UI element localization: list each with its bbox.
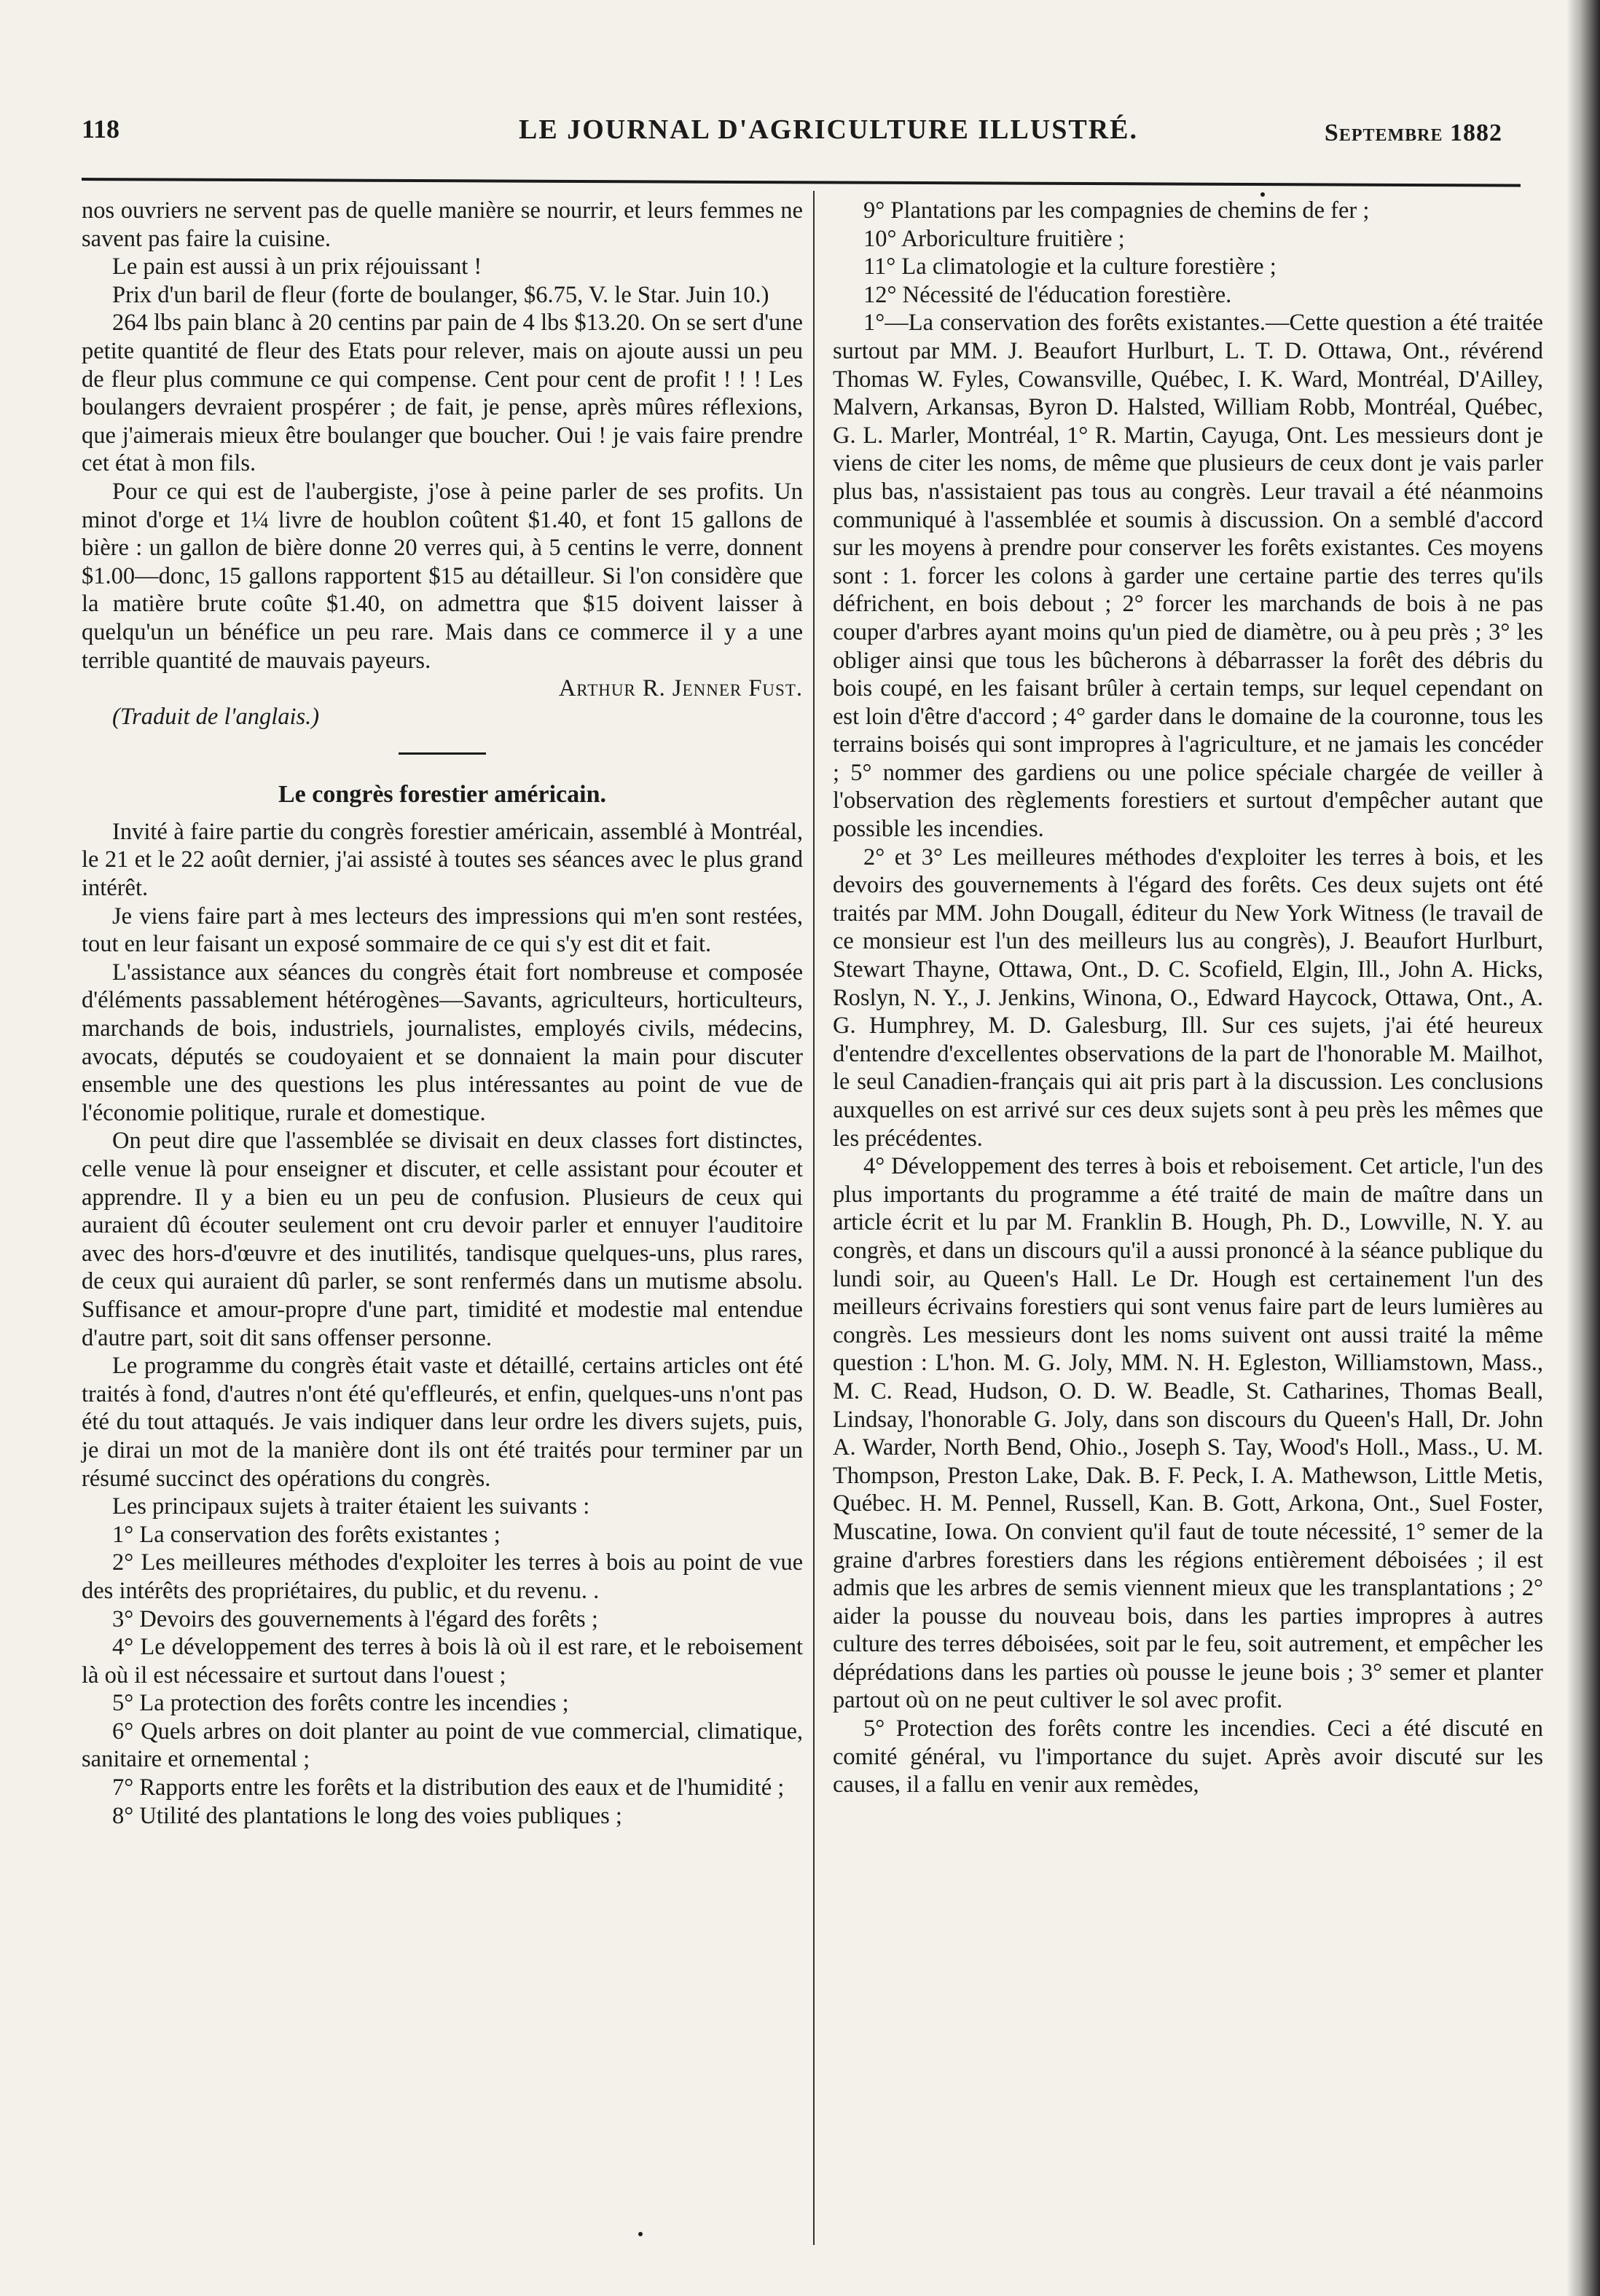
translation-note: (Traduit de l'anglais.) bbox=[112, 703, 320, 730]
list-item: 2° Les meilleures méthodes d'exploiter les terres à bois au point de vue des intérêts des propriétaires, du public, et du revenu. . bbox=[82, 1549, 803, 1604]
paragraph: nos ouvriers ne servent pas de quelle manière se nourrir, et leurs femmes ne savent pas faire la cuisine. bbox=[82, 197, 803, 252]
printer-dot bbox=[1260, 192, 1265, 197]
paragraph: 4° Développement des terres à bois et reboisement. Cet article, l'un des plus importants du programme a été traité de main de maître dans un article écrit et lu par M. Franklin B. Hough, Ph. D., Lowville, N. Y. au congrès, et dans un discours qu'il a aussi prononcé à la séance publique du lundi soir, au Queen's Hall. Le Dr. Hough est certainement l'un des meilleurs écrivains forestiers qui sont venus faire part de leurs lumières au congrès. Les messieurs dont les noms suivent ont aussi traité la même question : L'hon. M. G. Joly, MM. N. H. Egleston, Williamstown, Mass., M. C. Read, Hudson, O. D. W. Beadle, St. Catharines, Thomas Beall, Lindsay, l'honorable G. Joly, dans son discours du Queen's Hall, Dr. John A. Warder, North Bend, Ohio., Joseph S. Tay, Wood's Holl., Mass., U. M. Thompson, Preston Lake, Dak. B. F. Peck, I. A. Mathewson, Little Metis, Québec. H. M. Pennel, Russell, Kan. B. Gott, Arkona, Ont., Suel Foster, Muscatine, Iowa. On convient qu'il faut de toute nécessité, 1° semer de la graine d'arbres forestiers dans les régions entièrement déboisées ; il est admis que les arbres de semis viennent mieux que les transplantations ; 2° aider la pousse du nouveau bois, dans les parties impropres à autres culture des terres déboisées, soit par le feu, soit autrement, et empêcher les déprédations dans les parties où pousse le jeune bois ; 3° semer et planter partout où on ne peut cultiver le sol avec profit. bbox=[833, 1153, 1543, 1714]
section-heading: Le congrès forestier américain. bbox=[278, 781, 607, 809]
binding-shadow bbox=[1566, 0, 1600, 2296]
list-item: 5° La protection des forêts contre les incendies ; bbox=[112, 1690, 569, 1717]
list-item: 6° Quels arbres on doit planter au point de vue commercial, climatique, sanitaire et ornemental ; bbox=[82, 1718, 803, 1773]
list-item: 4° Le développement des terres à bois là où il est rare, et le reboisement là où il est nécessaire et surtout dans l'ouest ; bbox=[82, 1634, 803, 1688]
list-item: 12° Nécessité de l'éducation forestière. bbox=[863, 281, 1232, 308]
list-item: 11° La climatologie et la culture forestière ; bbox=[863, 253, 1277, 280]
page-header bbox=[82, 109, 1502, 160]
paragraph: 264 lbs pain blanc à 20 centins par pain de 4 lbs $13.20. On se sert d'une petite quantité de fleur des Etats pour relever, mais on ajoute aussi un peu de fleur plus commune ce qui compense. Cent pour cent de profit ! ! ! Les boulangers devraient prospérer ; de fait, je pense, après mûres réflexions, que j'aimerais mieux être boulanger que boucher. Oui ! je vais faire prendre cet état à mon fils. bbox=[82, 310, 803, 477]
list-item: 9° Plantations par les compagnies de chemins de fer ; bbox=[863, 197, 1370, 224]
header-rule bbox=[82, 178, 1521, 187]
column-divider bbox=[813, 191, 815, 2245]
list-item: 1° La conservation des forêts existantes ; bbox=[112, 1521, 501, 1548]
printer-dot bbox=[638, 2232, 643, 2236]
paragraph: On peut dire que l'assemblée se divisait en deux classes fort distinctes, celle venue là pour enseigner et discuter, et celle assistant pour écouter et apprendre. Il y a bien eu un peu de confusion. Plusieurs de ceux qui auraient dû écouter seulement ont cru devoir parler et ennuyer l'auditoire avec des hors-d'œuvre et des inutilités, tandisque quelques-uns, plus rares, de ceux qui auraient dû parler, se sont renfermés dans un mutisme absolu. Suffisance et amour-propre d'une part, timidité et modestie mal entendue d'autre part, soit dit sans offenser personne. bbox=[82, 1128, 803, 1351]
list-item: 10° Arboriculture fruitière ; bbox=[863, 225, 1125, 252]
paragraph: Invité à faire partie du congrès forestier américain, assemblé à Montréal, le 21 et le 22 août dernier, j'ai assisté à toutes ses séances avec le plus grand intérêt. bbox=[82, 818, 803, 902]
issue-date: Septembre 1882 bbox=[1324, 119, 1502, 146]
list-item: 8° Utilité des plantations le long des voies publiques ; bbox=[112, 1802, 622, 1829]
paragraph: Les principaux sujets à traiter étaient les suivants : bbox=[112, 1493, 590, 1520]
paragraph: Le pain est aussi à un prix réjouissant ! bbox=[112, 253, 482, 280]
paragraph: 1°—La conservation des forêts existantes.—Cette question a été traitée surtout par MM. J. Beaufort Hurlburt, L. T. D. Ottawa, Ont., révérend Thomas W. Fyles, Cowansville, Québec, I. K. Ward, Montréal, D'Ailley, Malvern, Arkansas, Byron D. Halsted, William Robb, Montréal, Québec, G. L. Marler, Montréal, 1° R. Martin, Cayuga, Ont. Les messieurs dont je viens de citer les noms, de même que plusieurs de ceux dont je vais parler plus bas, n'assistaient pas tous au congrès. Leur travail a été néanmoins communiqué à l'assemblée et soumis à discussion. On a semblé d'accord sur les moyens à prendre pour conserver les forêts existantes. Ces moyens sont : 1. forcer les colons à garder une certaine partie des terres qu'ils défrichent, en bois debout ; 2° forcer les marchands de bois à ne pas couper d'arbres ayant moins qu'un pied de diamètre, ou à peu près ; 3° les obliger ainsi que tous les bûcherons à débarrasser la forêt des débris du bois coupé, en les faisant brûler à certain temps, sur lequel cependant on est loin d'être d'accord ; 4° garder dans le domaine de la couronne, tous les terrains boisés qui sont impropres à l'agriculture, et ne jamais les concéder ; 5° nommer des gardiens ou une police spéciale chargée de veiller à l'observation des règlements forestiers et surtout d'empêcher autant que possible les incendies. bbox=[833, 310, 1543, 843]
page-number: 118 bbox=[82, 114, 120, 144]
section-separator bbox=[399, 752, 486, 755]
paragraph: Je viens faire part à mes lecteurs des impressions qui m'en sont restées, tout en leur faisant un exposé sommaire de ce qui s'y est dit et fait. bbox=[82, 903, 803, 958]
list-item: 3° Devoirs des gouvernements à l'égard des forêts ; bbox=[112, 1605, 598, 1632]
right-column bbox=[833, 197, 1543, 1799]
paragraph: Prix d'un baril de fleur (forte de boulanger, $6.75, V. le Star. Juin 10.) bbox=[112, 281, 769, 308]
list-item: 7° Rapports entre les forêts et la distribution des eaux et de l'humidité ; bbox=[112, 1774, 785, 1801]
paragraph: L'assistance aux séances du congrès était fort nombreuse et composée d'éléments passablement hétérogènes—Savants, agriculteurs, horticulteurs, marchands de bois, industriels, journalistes, employés civils, médecins, avocats, députés se coudoyaient et se donnaient la main pour discuter ensemble une des questions les plus intéressantes au point de vue de l'économie politique, rurale et domestique. bbox=[82, 959, 803, 1126]
journal-title: LE JOURNAL D'AGRICULTURE ILLUSTRÉ. bbox=[519, 114, 1139, 145]
paragraph: Le programme du congrès était vaste et détaillé, certains articles ont été traités à fond, d'autres n'ont été qu'effleurés, et enfin, quelques-uns n'ont pas été du tout attaqués. Je vais indiquer dans leur ordre les divers sujets, puis, je dirai un mot de la manière dont ils ont été traités pour terminer par un résumé succinct des opérations du congrès. bbox=[82, 1353, 803, 1492]
paragraph: 2° et 3° Les meilleures méthodes d'exploiter les terres à bois, et les devoirs des gouvernements à l'égard des forêts. Ces deux sujets ont été traités par MM. John Dougall, éditeur du New York Witness (le travail de ce monsieur est l'un des meilleurs lus au congrès), J. Beaufort Hurlburt, Stewart Thayne, Ottawa, Ont., D. C. Scofield, Elgin, Ill., John A. Hicks, Roslyn, N. Y., J. Jenkins, Winona, O., Edward Haycock, Ottawa, Ont., A. G. Humphrey, M. D. Galesburg, Ill. Sur ces sujets, j'ai été heureux d'entendre d'excellentes observations de la part de l'honorable M. Mailhot, le seul Canadien-français qui ait pris part à la discussion. Les conclusions auxquelles on est arrivé sur ces deux sujets sont à peu près les mêmes que les précédentes. bbox=[833, 844, 1543, 1152]
paragraph: 5° Protection des forêts contre les incendies. Ceci a été discuté en comité général, vu l'importance du sujet. Après avoir discuté sur les causes, il a fallu en venir aux remèdes, bbox=[833, 1715, 1543, 1798]
author-signature: Arthur R. Jenner Fust. bbox=[558, 675, 803, 702]
paragraph: Pour ce qui est de l'aubergiste, j'ose à peine parler de ses profits. Un minot d'orge et 1¼ livre de houblon coûtent $1.40, et font 15 gallons de bière : un gallon de bière donne 20 verres qui, à 5 centins le verre, donnent $1.00—donc, 15 gallons rapportent $15 au détailleur. Si l'on considère que la matière brute coûte $1.40, on admettra que $15 doivent laisser à quelqu'un un bénéfice un peu rare. Mais dans ce commerce il y a une terrible quantité de mauvais payeurs. bbox=[82, 478, 803, 674]
left-column bbox=[82, 197, 803, 1830]
